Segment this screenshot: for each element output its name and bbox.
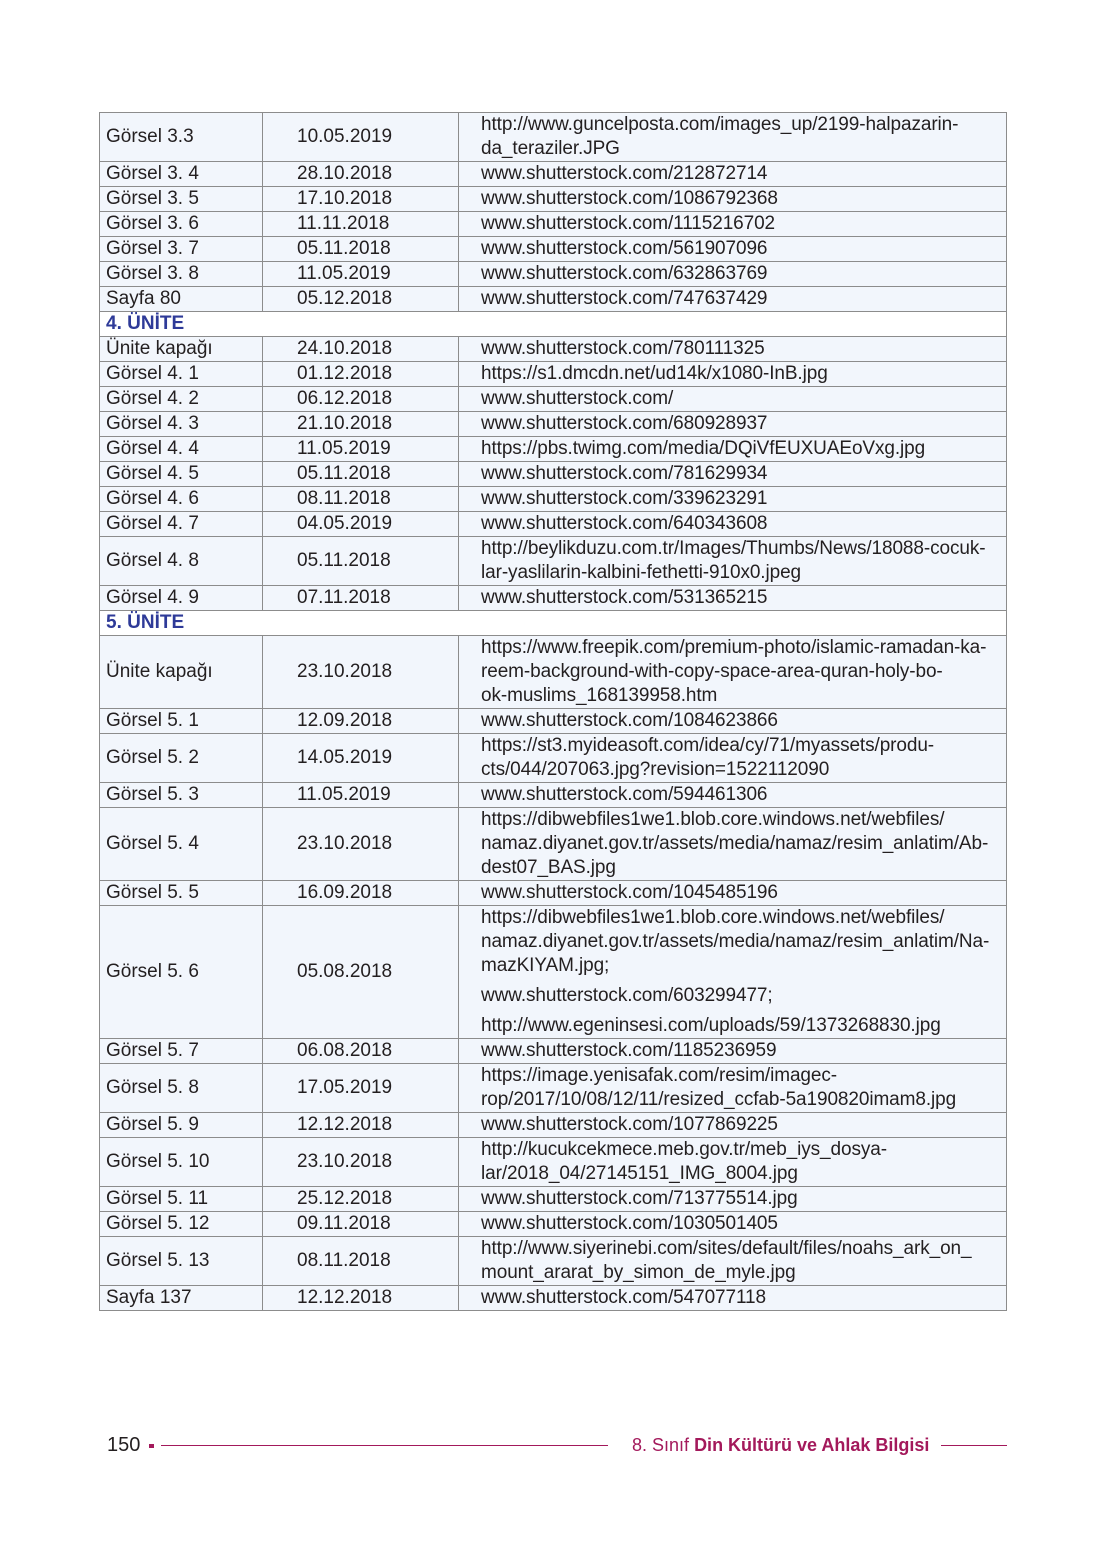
source-url-line: https://dibwebfiles1we1.blob.core.windows.net/webfiles/ bbox=[481, 809, 945, 830]
access-date-cell: 08.11.2018 bbox=[263, 1237, 459, 1286]
image-name-cell: Görsel 4. 3 bbox=[100, 412, 263, 437]
section-title: 4. ÜNİTE bbox=[100, 312, 1007, 337]
source-url-line: http://www.egeninsesi.com/uploads/59/1373268830.jpg bbox=[481, 1015, 941, 1036]
table-row bbox=[100, 437, 1007, 462]
image-name-cell: Görsel 3. 6 bbox=[100, 212, 263, 237]
access-date-cell: 04.05.2019 bbox=[263, 512, 459, 537]
footer-dot bbox=[149, 1444, 154, 1448]
image-name-cell: Ünite kapağı bbox=[100, 337, 263, 362]
source-url-cell bbox=[459, 636, 1007, 709]
access-date-cell: 06.12.2018 bbox=[263, 387, 459, 412]
image-name-cell: Görsel 5. 4 bbox=[100, 808, 263, 881]
source-url-line: www.shutterstock.com/561907096 bbox=[481, 238, 768, 259]
source-url-cell bbox=[459, 187, 1007, 212]
source-url-cell bbox=[459, 537, 1007, 586]
source-url-line: namaz.diyanet.gov.tr/assets/media/namaz/resim_anlatim/Ab- bbox=[481, 833, 989, 854]
source-url-line: mount_ararat_by_simon_de_myle.jpg bbox=[481, 1262, 796, 1283]
table-row bbox=[100, 237, 1007, 262]
source-url-line: www.shutterstock.com/1030501405 bbox=[481, 1213, 778, 1234]
source-url-line: https://s1.dmcdn.net/ud14k/x1080-InB.jpg bbox=[481, 363, 828, 384]
access-date-cell: 23.10.2018 bbox=[263, 808, 459, 881]
source-url-cell bbox=[459, 906, 1007, 1039]
table-row bbox=[100, 1113, 1007, 1138]
table-row bbox=[100, 287, 1007, 312]
source-url-line: www.shutterstock.com/531365215 bbox=[481, 587, 768, 608]
image-name-cell: Görsel 4. 2 bbox=[100, 387, 263, 412]
source-url-line: dest07_BAS.jpg bbox=[481, 857, 616, 878]
source-url-cell bbox=[459, 362, 1007, 387]
image-name-cell: Görsel 5. 2 bbox=[100, 734, 263, 783]
image-name-cell: Görsel 5. 12 bbox=[100, 1212, 263, 1237]
image-name-cell: Görsel 5. 9 bbox=[100, 1113, 263, 1138]
source-url-cell bbox=[459, 437, 1007, 462]
source-url-line: ok-muslims_168139958.htm bbox=[481, 685, 718, 706]
source-url-line: www.shutterstock.com/594461306 bbox=[481, 784, 768, 805]
table-row bbox=[100, 881, 1007, 906]
image-name-cell: Görsel 5. 7 bbox=[100, 1039, 263, 1064]
source-url-line: http://kucukcekmece.meb.gov.tr/meb_iys_dosya- bbox=[481, 1139, 887, 1160]
source-url-cell bbox=[459, 113, 1007, 162]
access-date-cell: 12.12.2018 bbox=[263, 1286, 459, 1311]
source-url-line: www.shutterstock.com/1086792368 bbox=[481, 188, 778, 209]
access-date-cell: 11.05.2019 bbox=[263, 437, 459, 462]
access-date-cell: 08.11.2018 bbox=[263, 487, 459, 512]
source-url-line: http://www.guncelposta.com/images_up/2199-halpazarin- bbox=[481, 114, 959, 135]
source-url-line: www.shutterstock.com/680928937 bbox=[481, 413, 768, 434]
table-row bbox=[100, 906, 1007, 1039]
image-name-cell: Görsel 4. 1 bbox=[100, 362, 263, 387]
source-url-cell bbox=[459, 237, 1007, 262]
image-name-cell: Görsel 3. 7 bbox=[100, 237, 263, 262]
access-date-cell: 25.12.2018 bbox=[263, 1187, 459, 1212]
table-row bbox=[100, 1237, 1007, 1286]
image-name-cell: Görsel 3. 5 bbox=[100, 187, 263, 212]
access-date-cell: 16.09.2018 bbox=[263, 881, 459, 906]
source-url-line: reem-background-with-copy-space-area-quran-holy-bo- bbox=[481, 661, 943, 682]
source-url-cell bbox=[459, 387, 1007, 412]
access-date-cell: 01.12.2018 bbox=[263, 362, 459, 387]
table-row bbox=[100, 1064, 1007, 1113]
image-name-cell: Görsel 4. 8 bbox=[100, 537, 263, 586]
source-url-line: www.shutterstock.com/ bbox=[481, 388, 674, 409]
source-url-line: www.shutterstock.com/632863769 bbox=[481, 263, 768, 284]
table-row bbox=[100, 1039, 1007, 1064]
references-table-body bbox=[100, 113, 1007, 1311]
image-name-cell: Görsel 4. 9 bbox=[100, 586, 263, 611]
source-url-line: lar-yaslilarin-kalbini-fethetti-910x0.jpeg bbox=[481, 562, 802, 583]
table-row bbox=[100, 212, 1007, 237]
table-row bbox=[100, 1212, 1007, 1237]
access-date-cell: 12.09.2018 bbox=[263, 709, 459, 734]
access-date-cell: 12.12.2018 bbox=[263, 1113, 459, 1138]
access-date-cell: 06.08.2018 bbox=[263, 1039, 459, 1064]
source-url-line: https://image.yenisafak.com/resim/imagec- bbox=[481, 1065, 837, 1086]
source-url-line: www.shutterstock.com/781629934 bbox=[481, 463, 768, 484]
references-table bbox=[99, 112, 1007, 1311]
image-name-cell: Ünite kapağı bbox=[100, 636, 263, 709]
source-url-line: www.shutterstock.com/1115216702 bbox=[481, 213, 776, 234]
source-url-line: mazKIYAM.jpg; bbox=[481, 955, 610, 976]
source-url-line: cts/044/207063.jpg?revision=1522112090 bbox=[481, 759, 830, 780]
table-row bbox=[100, 734, 1007, 783]
access-date-cell: 09.11.2018 bbox=[263, 1212, 459, 1237]
source-url-line: namaz.diyanet.gov.tr/assets/media/namaz/resim_anlatim/Na- bbox=[481, 931, 990, 952]
source-url-cell bbox=[459, 162, 1007, 187]
access-date-cell: 14.05.2019 bbox=[263, 734, 459, 783]
table-row bbox=[100, 537, 1007, 586]
source-url-cell bbox=[459, 412, 1007, 437]
image-name-cell: Görsel 5. 11 bbox=[100, 1187, 263, 1212]
access-date-cell: 21.10.2018 bbox=[263, 412, 459, 437]
footer-rule-right bbox=[941, 1445, 1007, 1446]
access-date-cell: 11.11.2018 bbox=[263, 212, 459, 237]
access-date-cell: 17.05.2019 bbox=[263, 1064, 459, 1113]
access-date-cell: 05.12.2018 bbox=[263, 287, 459, 312]
table-row bbox=[100, 113, 1007, 162]
image-name-cell: Görsel 4. 4 bbox=[100, 437, 263, 462]
source-url-line: lar/2018_04/27145151_IMG_8004.jpg bbox=[481, 1163, 798, 1184]
source-url-line: https://dibwebfiles1we1.blob.core.windows.net/webfiles/ bbox=[481, 907, 945, 928]
table-row bbox=[100, 709, 1007, 734]
access-date-cell: 10.05.2019 bbox=[263, 113, 459, 162]
footer-book-title bbox=[632, 1435, 929, 1456]
page-footer bbox=[0, 1430, 1106, 1460]
source-url-line: www.shutterstock.com/1084623866 bbox=[481, 710, 778, 731]
image-name-cell: Görsel 4. 7 bbox=[100, 512, 263, 537]
access-date-cell: 11.05.2019 bbox=[263, 783, 459, 808]
source-url-line: www.shutterstock.com/713775514.jpg bbox=[481, 1188, 798, 1209]
table-row bbox=[100, 512, 1007, 537]
image-name-cell: Görsel 3. 4 bbox=[100, 162, 263, 187]
table-row bbox=[100, 162, 1007, 187]
table-row bbox=[100, 187, 1007, 212]
section-title: 5. ÜNİTE bbox=[100, 611, 1007, 636]
source-url-line: rop/2017/10/08/12/11/resized_ccfab-5a190820imam8.jpg bbox=[481, 1089, 957, 1110]
table-row bbox=[100, 1286, 1007, 1311]
section-header-row bbox=[100, 611, 1007, 636]
image-name-cell: Görsel 4. 6 bbox=[100, 487, 263, 512]
source-url-cell bbox=[459, 881, 1007, 906]
source-url-line: www.shutterstock.com/603299477; bbox=[481, 985, 773, 1006]
source-url-cell bbox=[459, 462, 1007, 487]
source-url-cell bbox=[459, 287, 1007, 312]
footer-subject: Din Kültürü ve Ahlak Bilgisi bbox=[694, 1435, 930, 1455]
access-date-cell: 24.10.2018 bbox=[263, 337, 459, 362]
footer-grade: 8. Sınıf bbox=[632, 1435, 690, 1455]
access-date-cell: 28.10.2018 bbox=[263, 162, 459, 187]
access-date-cell: 05.08.2018 bbox=[263, 906, 459, 1039]
table-row bbox=[100, 462, 1007, 487]
source-url-line: www.shutterstock.com/747637429 bbox=[481, 288, 768, 309]
table-row bbox=[100, 636, 1007, 709]
source-url-line: https://www.freepik.com/premium-photo/islamic-ramadan-ka- bbox=[481, 637, 987, 658]
table-row bbox=[100, 1138, 1007, 1187]
image-name-cell: Görsel 4. 5 bbox=[100, 462, 263, 487]
access-date-cell: 23.10.2018 bbox=[263, 636, 459, 709]
image-name-cell: Görsel 5. 3 bbox=[100, 783, 263, 808]
source-url-line: https://pbs.twimg.com/media/DQiVfEUXUAEoVxg.jpg bbox=[481, 438, 926, 459]
source-url-cell bbox=[459, 1138, 1007, 1187]
source-url-line: www.shutterstock.com/1045485196 bbox=[481, 882, 778, 903]
source-url-cell bbox=[459, 512, 1007, 537]
source-url-cell bbox=[459, 783, 1007, 808]
source-url-cell bbox=[459, 262, 1007, 287]
footer-rule-left bbox=[161, 1445, 608, 1446]
source-url-cell bbox=[459, 734, 1007, 783]
source-url-cell bbox=[459, 709, 1007, 734]
image-name-cell: Görsel 5. 5 bbox=[100, 881, 263, 906]
image-name-cell: Görsel 5. 10 bbox=[100, 1138, 263, 1187]
source-url-line: https://st3.myideasoft.com/idea/cy/71/myassets/produ- bbox=[481, 735, 935, 756]
source-url-line: www.shutterstock.com/640343608 bbox=[481, 513, 768, 534]
image-name-cell: Görsel 3. 8 bbox=[100, 262, 263, 287]
source-url-line: www.shutterstock.com/1185236959 bbox=[481, 1040, 777, 1061]
image-name-cell: Görsel 5. 13 bbox=[100, 1237, 263, 1286]
source-url-line: www.shutterstock.com/339623291 bbox=[481, 488, 768, 509]
access-date-cell: 05.11.2018 bbox=[263, 237, 459, 262]
table-row bbox=[100, 808, 1007, 881]
access-date-cell: 07.11.2018 bbox=[263, 586, 459, 611]
table-row bbox=[100, 362, 1007, 387]
access-date-cell: 05.11.2018 bbox=[263, 462, 459, 487]
source-url-cell bbox=[459, 1064, 1007, 1113]
source-url-line: http://www.siyerinebi.com/sites/default/files/noahs_ark_on_ bbox=[481, 1238, 972, 1259]
source-url-cell bbox=[459, 808, 1007, 881]
image-name-cell: Görsel 5. 8 bbox=[100, 1064, 263, 1113]
image-name-cell: Sayfa 80 bbox=[100, 287, 263, 312]
source-url-line: www.shutterstock.com/780111325 bbox=[481, 338, 765, 359]
table-row bbox=[100, 412, 1007, 437]
access-date-cell: 05.11.2018 bbox=[263, 537, 459, 586]
table-row bbox=[100, 783, 1007, 808]
table-row bbox=[100, 586, 1007, 611]
access-date-cell: 23.10.2018 bbox=[263, 1138, 459, 1187]
source-url-cell bbox=[459, 1237, 1007, 1286]
image-name-cell: Görsel 3.3 bbox=[100, 113, 263, 162]
source-url-line: www.shutterstock.com/212872714 bbox=[481, 163, 768, 184]
source-url-cell bbox=[459, 1212, 1007, 1237]
source-url-line: http://beylikduzu.com.tr/Images/Thumbs/News/18088-cocuk- bbox=[481, 538, 986, 559]
table-row bbox=[100, 387, 1007, 412]
image-name-cell: Görsel 5. 6 bbox=[100, 906, 263, 1039]
source-url-cell bbox=[459, 1286, 1007, 1311]
source-url-cell bbox=[459, 1187, 1007, 1212]
access-date-cell: 11.05.2019 bbox=[263, 262, 459, 287]
table-row bbox=[100, 1187, 1007, 1212]
image-name-cell: Sayfa 137 bbox=[100, 1286, 263, 1311]
source-url-cell bbox=[459, 337, 1007, 362]
source-url-cell bbox=[459, 586, 1007, 611]
table-row bbox=[100, 487, 1007, 512]
page-number: 150 bbox=[107, 1434, 141, 1456]
source-url-cell bbox=[459, 212, 1007, 237]
source-url-cell bbox=[459, 1113, 1007, 1138]
source-url-line: www.shutterstock.com/547077118 bbox=[481, 1287, 766, 1308]
source-url-cell bbox=[459, 1039, 1007, 1064]
table-row bbox=[100, 337, 1007, 362]
table-row bbox=[100, 262, 1007, 287]
source-url-cell bbox=[459, 487, 1007, 512]
access-date-cell: 17.10.2018 bbox=[263, 187, 459, 212]
source-url-line: www.shutterstock.com/1077869225 bbox=[481, 1114, 778, 1135]
source-url-line: da_teraziler.JPG bbox=[481, 138, 620, 159]
section-header-row bbox=[100, 312, 1007, 337]
image-name-cell: Görsel 5. 1 bbox=[100, 709, 263, 734]
